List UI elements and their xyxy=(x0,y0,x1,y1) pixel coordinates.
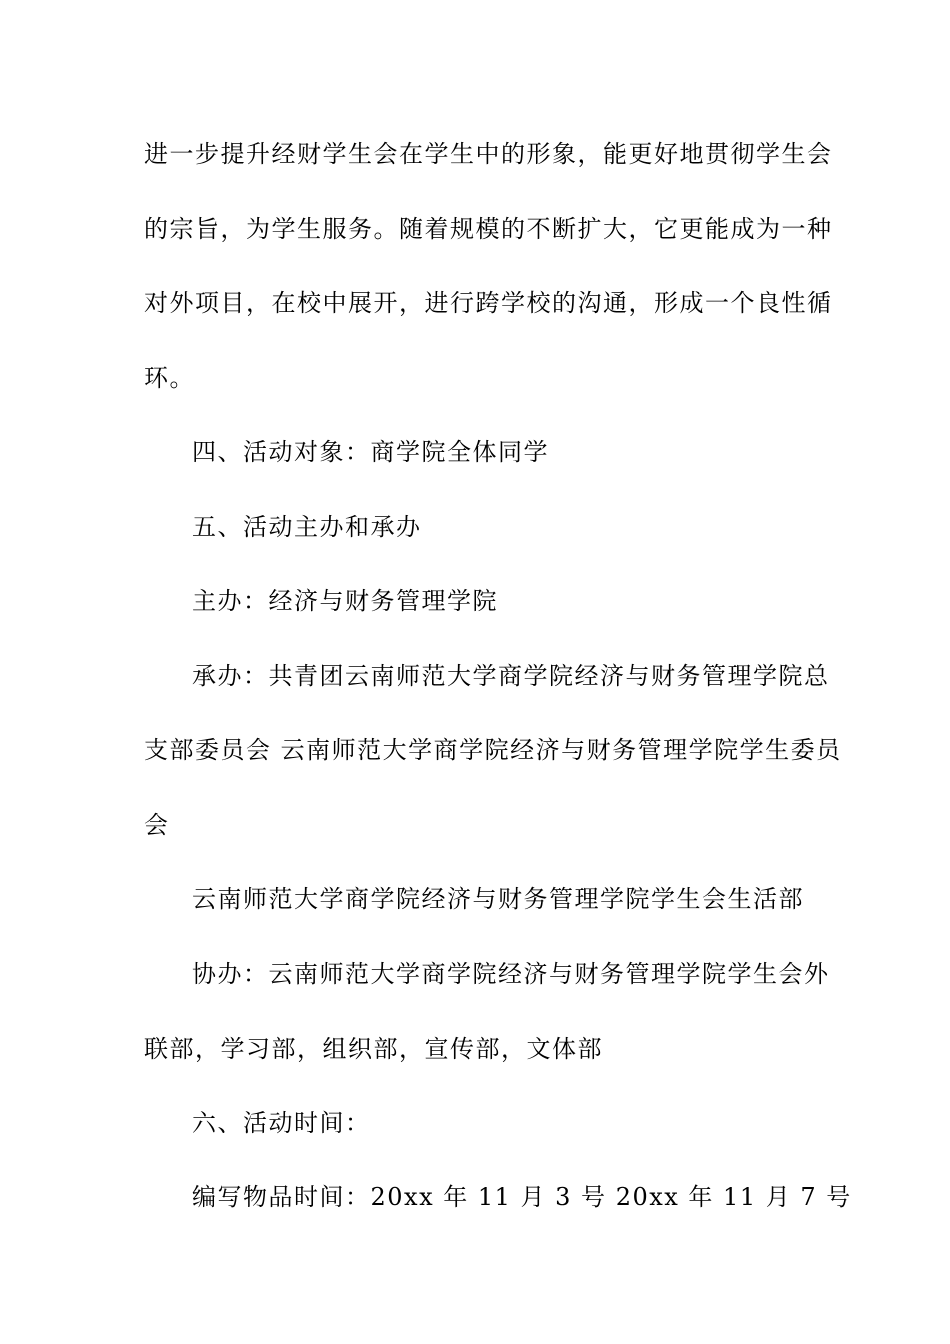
paragraph-line: 进一步提升经财学生会在学生中的形象，能更好地贯彻学生会 xyxy=(144,140,833,168)
undertaker-line: 承办：共青团云南师范大学商学院经济与财务管理学院总 xyxy=(192,662,830,690)
schedule-line: 编写物品时间：20xx 年 11 月 3 号 20xx 年 11 月 7 号 xyxy=(192,1183,852,1211)
undertaker-line-continued: 会 xyxy=(144,811,170,839)
undertaker-department-line: 云南师范大学商学院经济与财务管理学院学生会生活部 xyxy=(192,885,804,913)
undertaker-line-continued: 支部委员会 云南师范大学商学院经济与财务管理学院学生委员 xyxy=(144,736,842,764)
section-heading-activity-time: 六、活动时间： xyxy=(192,1109,371,1137)
paragraph-line: 环。 xyxy=(144,364,195,392)
paragraph-line: 对外项目，在校中展开，进行跨学校的沟通，形成一个良性循 xyxy=(144,289,833,317)
section-heading-organizers: 五、活动主办和承办 xyxy=(192,513,422,541)
co-organizer-line-continued: 联部，学习部，组织部，宣传部，文体部 xyxy=(144,1035,603,1063)
paragraph-line: 的宗旨，为学生服务。随着规模的不断扩大，它更能成为一种 xyxy=(144,215,833,243)
host-line: 主办：经济与财务管理学院 xyxy=(192,587,498,615)
section-heading-activity-target: 四、活动对象：商学院全体同学 xyxy=(192,438,549,466)
co-organizer-line: 协办：云南师范大学商学院经济与财务管理学院学生会外 xyxy=(192,960,830,988)
